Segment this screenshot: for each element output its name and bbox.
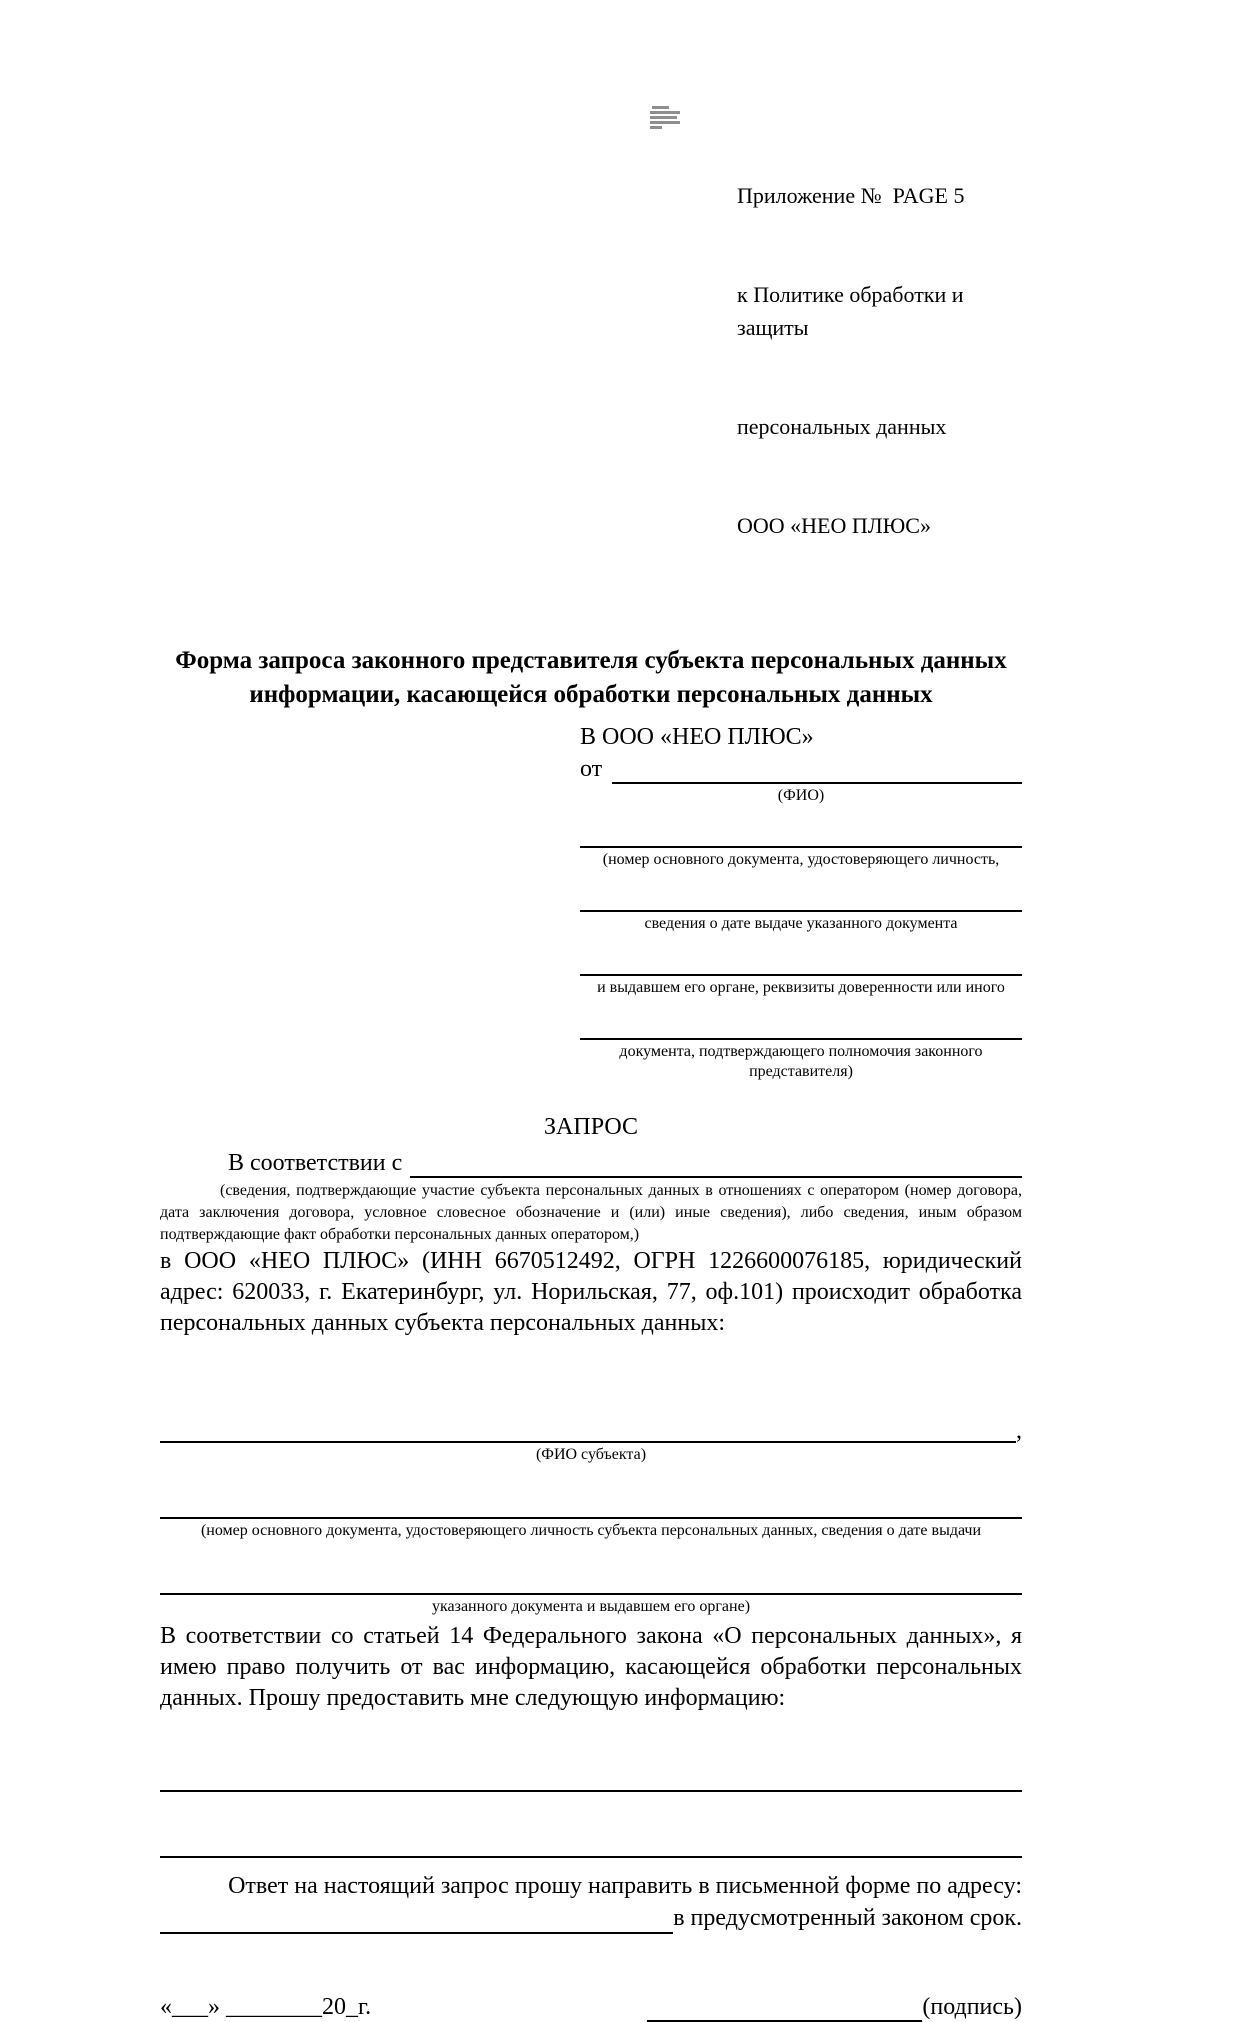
basis-row: [160, 1148, 1022, 1178]
basis-field[interactable]: [410, 1150, 1022, 1178]
appendix-header-line: к Политике обработки и защиты: [737, 282, 970, 340]
basis-note: (сведения, подтверждающие участие субъекта персональных данных в отношениях с оператором (номер договора, дата заключения договора, условное словесное обозначение и (или) иные сведения), либо сведения, иным образом подтверждающие факт обработки персональных данных оператором,): [160, 1182, 1022, 1243]
info-request-field-2[interactable]: [160, 1832, 1022, 1858]
subject-name-row: [160, 1415, 1022, 1443]
addressee-block: [580, 722, 1022, 1082]
operator-paragraph: в ООО «НЕО ПЛЮС» (ИНН 6670512492, ОГРН 1226600076185, юридический адрес: 620033, г. Екатеринбург, ул. Норильская, 77, оф.101) происходит обработка персональных данных субъекта персональных данных:: [160, 1248, 1022, 1336]
representative-doc-caption-1: (номер основного документа, удостоверяющего личность,: [602, 851, 1000, 868]
request-heading: ЗАПРОС: [544, 1114, 638, 1140]
signature-block: [160, 1992, 1022, 2022]
appendix-header-line: персональных данных: [737, 414, 947, 439]
subject-doc-caption-2: указанного документа и выдавшем его органе): [431, 1598, 751, 1615]
subject-name-field[interactable]: [160, 1415, 1016, 1443]
signature-group: [647, 1992, 1022, 2022]
representative-doc-caption-2: сведения о дате выдаче указанного документа: [644, 915, 958, 932]
from-name-field[interactable]: [612, 756, 1022, 784]
subject-doc-field-1[interactable]: [160, 1493, 1022, 1519]
from-row: [580, 754, 1022, 784]
representative-doc-field-2[interactable]: [580, 886, 1022, 912]
subject-doc-caption-1: (номер основного документа, удостоверяющего личность субъекта персональных данных, сведения о дате выдачи: [200, 1522, 982, 1539]
addressee-to: В ООО «НЕО ПЛЮС»: [580, 724, 814, 750]
response-address-row: [160, 1902, 1022, 1934]
representative-doc-caption-4: документа, подтверждающего полномочия законного представителя): [619, 1043, 983, 1080]
form-title-line1: Форма запроса законного представителя субъекта персональных данных: [175, 647, 1007, 674]
fio-caption: (ФИО): [777, 787, 825, 804]
response-address-field[interactable]: [160, 1906, 673, 1934]
subject-name-comma: ,: [1016, 1418, 1022, 1444]
appendix-header-line: ООО «НЕО ПЛЮС»: [737, 513, 931, 538]
signature-caption: (подпись): [922, 1994, 1022, 2020]
subject-fio-caption: (ФИО субъекта): [535, 1446, 647, 1463]
term-label: в предусмотренный законом срок.: [673, 1905, 1022, 1931]
from-label: от: [580, 756, 603, 782]
law-paragraph: В соответствии со статьей 14 Федерального закона «О персональных данных», я имею право получить от вас информацию, касающейся обработки персональных данных. Прошу предоставить мне следующую информацию:: [160, 1623, 1022, 1711]
document-content: [160, 0, 1022, 2022]
signature-field[interactable]: [647, 1994, 922, 2022]
subject-doc-field-2[interactable]: [160, 1569, 1022, 1595]
representative-doc-field-4[interactable]: [580, 1014, 1022, 1040]
response-line: Ответ на настоящий запрос прошу направить в письменной форме по адресу:: [228, 1873, 1022, 1899]
representative-doc-caption-3: и выдавшем его органе, реквизиты доверенности или иного: [597, 979, 1005, 996]
appendix-header: [737, 113, 1022, 608]
form-title-line2: информации, касающейся обработки персональных данных: [249, 681, 933, 708]
date-line: «___» ________20_г.: [160, 1994, 372, 2020]
info-request-field-1[interactable]: [160, 1766, 1022, 1792]
representative-doc-field-3[interactable]: [580, 950, 1022, 976]
appendix-header-line: Приложение № PAGE 5: [737, 183, 965, 208]
representative-doc-field-1[interactable]: [580, 822, 1022, 848]
form-title: [160, 644, 1022, 712]
basis-label: В соответствии с: [228, 1150, 403, 1176]
